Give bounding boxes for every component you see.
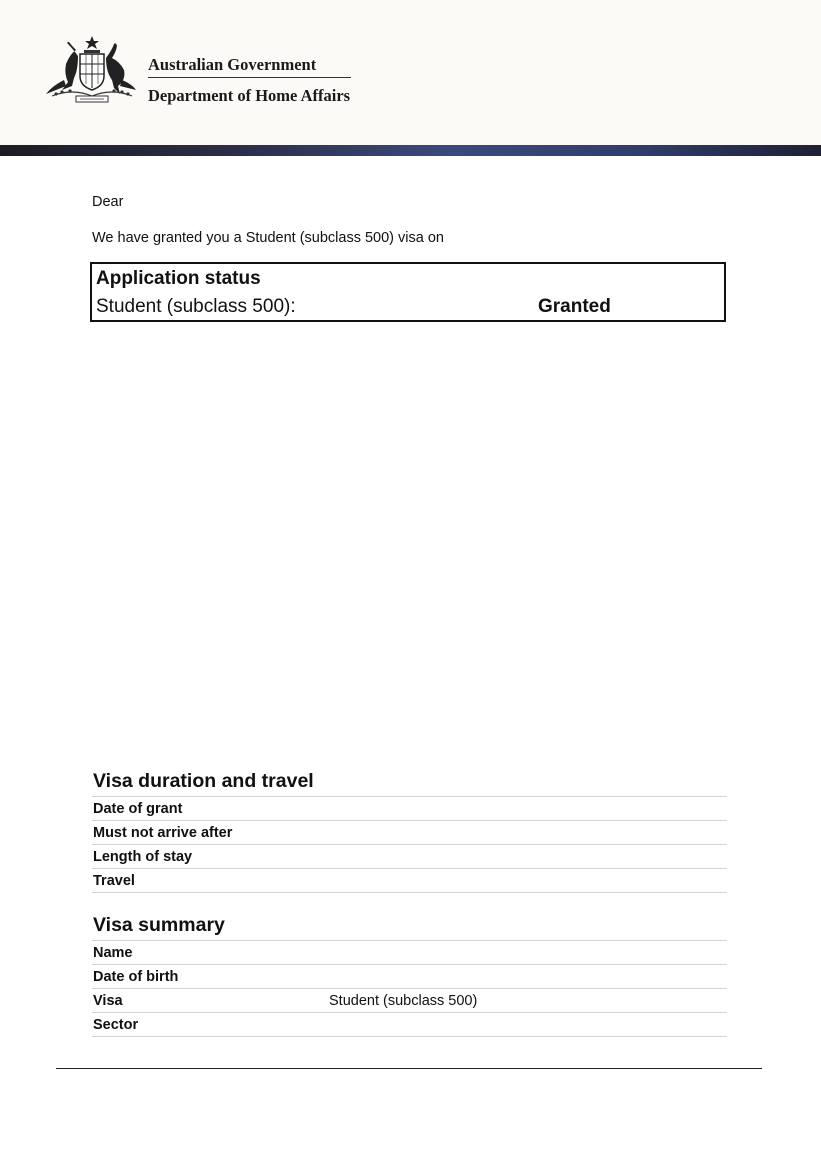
row-value: Student (subclass 500)	[329, 993, 478, 1009]
table-row	[92, 868, 727, 893]
letterhead	[0, 0, 821, 145]
footer-divider	[56, 1068, 762, 1069]
salutation: Dear	[92, 194, 124, 210]
department-name: Department of Home Affairs	[148, 86, 351, 105]
status-value: Granted	[538, 296, 611, 317]
grant-statement: We have granted you a Student (subclass 500) visa on	[92, 230, 444, 246]
visa-subclass-label: Student (subclass 500):	[96, 296, 296, 317]
table-row	[92, 940, 727, 964]
application-status-title: Application status	[96, 268, 261, 289]
row-key: Date of birth	[93, 969, 179, 985]
visa-duration-title: Visa duration and travel	[93, 770, 314, 792]
table-row	[92, 796, 727, 820]
visa-summary-title: Visa summary	[93, 914, 225, 936]
table-row	[92, 820, 727, 844]
row-key: Length of stay	[93, 849, 193, 865]
agency-name	[148, 55, 354, 106]
row-key: Name	[93, 945, 133, 961]
header-band	[0, 145, 821, 156]
table-row	[92, 988, 727, 1012]
coat-of-arms-icon	[42, 34, 140, 106]
row-key: Must not arrive after	[93, 825, 233, 841]
agency-divider	[148, 77, 351, 78]
row-key: Visa	[93, 993, 123, 1009]
row-key: Travel	[93, 873, 135, 889]
table-row	[92, 964, 727, 988]
table-row	[92, 844, 727, 868]
row-key: Sector	[93, 1017, 139, 1033]
application-status-box	[90, 262, 726, 322]
government-name: Australian Government	[148, 55, 317, 74]
visa-summary-table	[92, 940, 727, 1037]
table-row	[92, 1012, 727, 1037]
row-key: Date of grant	[93, 801, 183, 817]
visa-duration-table	[92, 796, 727, 893]
